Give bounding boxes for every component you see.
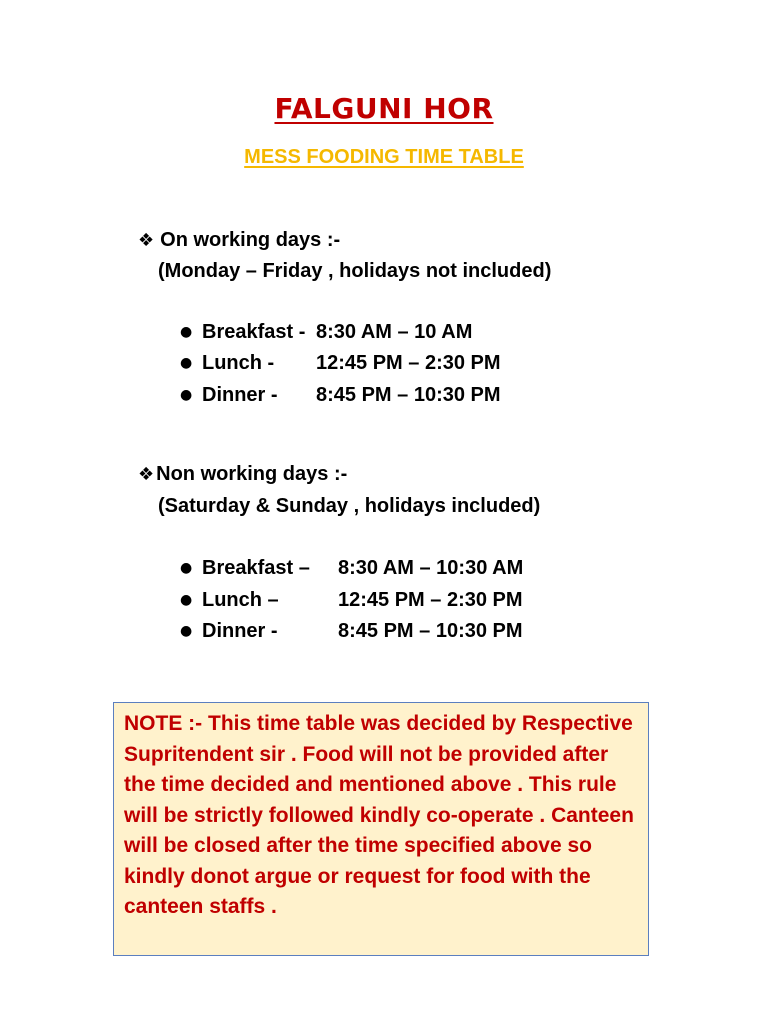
- nonworking-days-subheading: (Saturday & Sunday , holidays included): [158, 495, 541, 517]
- round-bullet-icon: ●: [180, 623, 193, 639]
- meal-time: 8:45 PM – 10:30 PM: [338, 620, 523, 642]
- meal-name: Breakfast -: [202, 321, 306, 343]
- round-bullet-icon: ●: [180, 560, 193, 576]
- working-dinner-row: [180, 384, 501, 407]
- meal-name: Dinner -: [202, 384, 278, 406]
- round-bullet-icon: ●: [180, 355, 193, 371]
- meal-time: 8:30 AM – 10 AM: [316, 321, 473, 343]
- nonworking-dinner-row: [180, 620, 523, 643]
- note-text: NOTE :- This time table was decided by Respective Supritendent sir . Food will not be provided after the time decided and mentioned above . This rule will be strictly followed kindly co-operate . Canteen will be closed after the time specified above so kindly donot argue or request for food with the canteen staffs .: [124, 712, 634, 918]
- meal-name: Lunch -: [202, 352, 275, 374]
- working-days-heading: [138, 229, 340, 252]
- nonworking-days-heading: [138, 463, 347, 486]
- meal-name: Breakfast –: [202, 557, 310, 579]
- meal-time: 8:45 PM – 10:30 PM: [316, 384, 501, 406]
- round-bullet-icon: ●: [180, 387, 193, 403]
- working-days-heading-text: On working days :-: [160, 229, 341, 251]
- nonworking-days-heading-text: Non working days :-: [156, 463, 348, 485]
- page-title-text: FALGUNI HOR: [274, 92, 494, 125]
- page-subtitle: [0, 146, 768, 169]
- page-subtitle-text: MESS FOODING TIME TABLE: [244, 146, 524, 168]
- nonworking-breakfast-row: [180, 557, 523, 580]
- page-title: [0, 92, 768, 125]
- meal-time: 8:30 AM – 10:30 AM: [338, 557, 524, 579]
- diamond-bullet-icon: ❖: [138, 230, 155, 251]
- note-box: [113, 702, 649, 956]
- working-days-subheading: (Monday – Friday , holidays not included): [158, 260, 552, 282]
- meal-time: 12:45 PM – 2:30 PM: [316, 352, 501, 374]
- working-breakfast-row: [180, 321, 472, 344]
- nonworking-lunch-row: [180, 589, 523, 612]
- round-bullet-icon: ●: [180, 324, 193, 340]
- meal-name: Lunch –: [202, 589, 279, 611]
- round-bullet-icon: ●: [180, 592, 193, 608]
- meal-time: 12:45 PM – 2:30 PM: [338, 589, 523, 611]
- meal-name: Dinner -: [202, 620, 278, 642]
- working-lunch-row: [180, 352, 501, 375]
- diamond-bullet-icon: ❖: [138, 464, 155, 485]
